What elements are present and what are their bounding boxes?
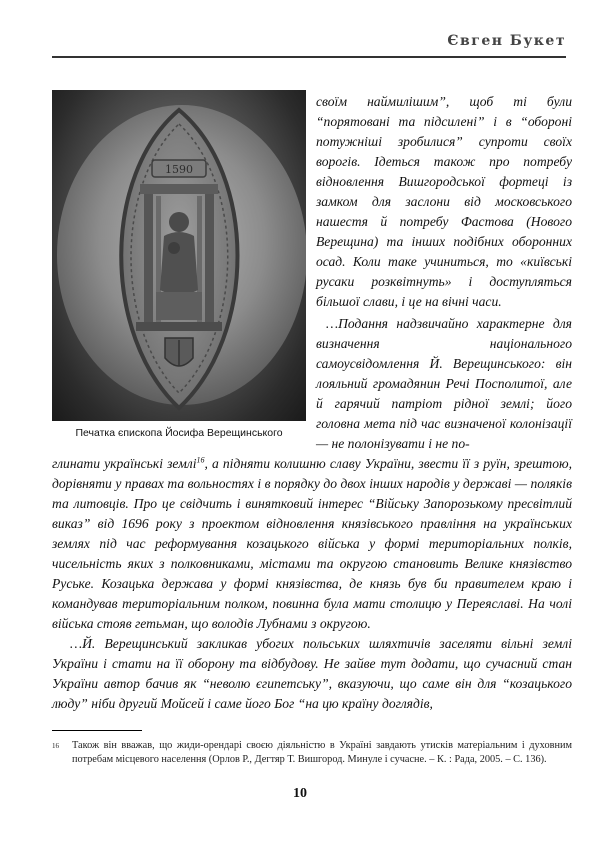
paragraph-2-text-b: , а підняти колишню славу України, звести її з руїн, зрештою, дорівняти у правах та вольностях і в порядку до двох інших народів у державі — поляків та литовців. Про це свідчить і винятковий інтерес “Війську Запорозькому пресвітлий виказ” від 1696 року з проектом відновлення князівського правління на українських землях під час реформування козацького війська у формі територіальних полків, чисельність яких з полковниками, містами та округою становить Велике князівство Руське. Козацька держава у формі князівства, де князь був би правителем краю і командував територіальним полком, повинна була мати столицю у Переяславі. На чолі війська стояв гетьман, що володів Лубнами з округою. bbox=[52, 456, 572, 631]
footnote-text: Також він вважав, що жиди-орендарі своєю діяльністю в Україні завдають утисків матеріальним і духовним потребам місцевого населення (Орлов Р., Дегтяр Т. Вишгород. Минуле і сучасне. – К. : Рада, 2005. – С. 136). bbox=[72, 740, 572, 765]
paragraph-2-continued bbox=[52, 454, 572, 634]
seal-base bbox=[136, 322, 222, 331]
running-header-author: Євген Букет bbox=[447, 33, 566, 49]
seal-column-right bbox=[205, 194, 214, 324]
page-number: 10 bbox=[293, 786, 307, 801]
paragraph-2-text-a: глинати українські землі bbox=[52, 456, 197, 471]
paragraph-3: …Й. Верещинський закликав убогих польських шляхтичів заселяти вільні землі України і стати на її оборону та відбудову. Не зайве тут додати, що сучасний стан України автор бачив як “неволю єгипетську”, вказуючи, що саме він для “козацького люду” ніби другий Мойсей і саме його Бог “на цю країну доглядів, bbox=[52, 636, 572, 711]
seal-child-figure bbox=[168, 242, 180, 254]
footnote-number: 16 bbox=[52, 742, 59, 750]
seal-throne bbox=[156, 292, 202, 320]
seal-photograph bbox=[52, 90, 306, 421]
seal-year: 1590 bbox=[165, 163, 193, 176]
seal-figure-body bbox=[160, 232, 198, 295]
footnote-reference[interactable]: 16 bbox=[196, 455, 205, 465]
header-rule bbox=[52, 56, 566, 58]
seal-column-left bbox=[144, 194, 153, 324]
seal-figure-head bbox=[169, 212, 189, 232]
footnote bbox=[52, 739, 572, 767]
paragraph-2-start: …Подання надзвичайно характерне для визначення національного самоусвідомлення Й. Верещинського: він лояльний громадянин Речі Посполитої, але й гарячий патріот рідної землі; його головна мета під час визначеної колонізації — не полонізувати і не по- bbox=[316, 316, 572, 451]
seal-lintel bbox=[140, 184, 218, 194]
paragraph-1: своїм наймилішим”, щоб ті були “порятовані та підсилені” і в “обороні потужніші зробилися” супроти своїх ворогів. Ідеться також про потребу відновлення Вишгородської фортеці із замком для заслони від московського нашестя й потребу Фастова (Нового Верещина) та інших подібних оборонних осад. Коли таке учиниться, то «київські русаки розквітнуть» і доступляться більшої слави, і це на вічні часи. bbox=[316, 94, 572, 309]
seal-image bbox=[52, 90, 306, 421]
footnote-rule bbox=[52, 730, 142, 731]
figure-caption: Печатка єпископа Йосифа Верещинського bbox=[75, 427, 283, 439]
